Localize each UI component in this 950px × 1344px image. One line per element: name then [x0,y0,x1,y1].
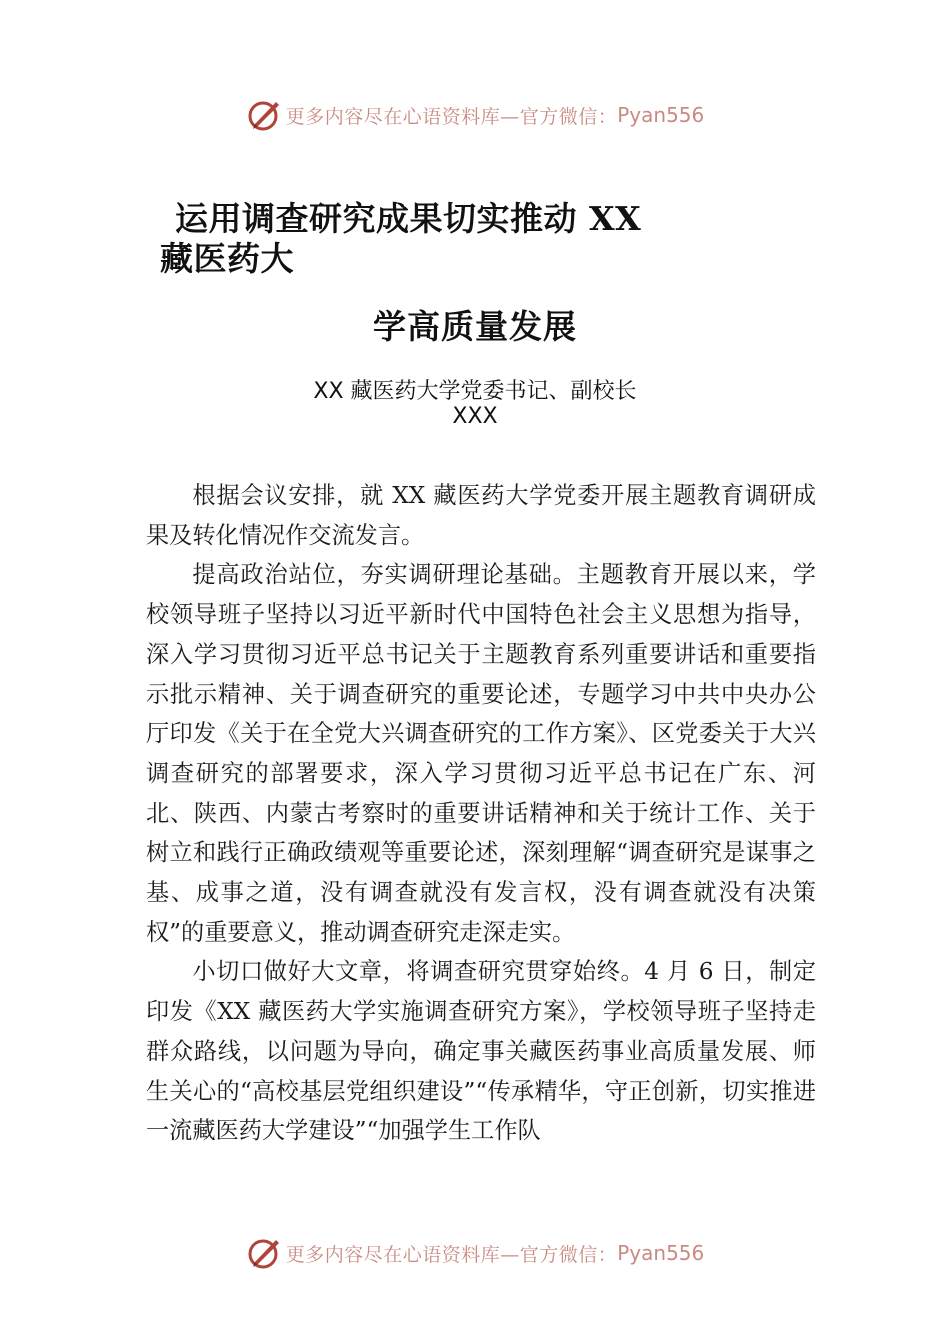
paragraph: 小切口做好大文章，将调查研究贯穿始终。4 月 6 日，制定印发《XX 藏医药大学实施调查研究方案》，学校领导班子坚持走群众路线，以问题为导向，确定事关藏医药事业高质量发展、师生关心的“高校基层党组织建设”“传承精华，守正创新，切实推进一流藏医药大学建设”“加强学生工作队 [146,958,816,1145]
quill-logo-icon [246,97,282,133]
paragraph: 根据会议安排，就 XX 藏医药大学党委开展主题教育调研成果及转化情况作交流发言。 [146,482,816,549]
banner-wechat-id: Pyan556 [617,103,705,127]
header-banner [0,95,950,135]
footer-banner [0,1233,950,1273]
document-body [146,476,816,1151]
quill-logo-icon [246,1235,282,1271]
title-line-3: 学高质量发展 [373,307,577,346]
banner-text: 更多内容尽在心语资料库—官方微信： [285,1243,618,1266]
title-line-2: 藏医药大 [160,239,294,278]
banner-wechat-id: Pyan556 [617,1241,705,1265]
title-line-1: 运用调查研究成果切实推动 XX [175,199,642,238]
author-position: XX 藏医药大学党委书记、副校长 [313,379,637,404]
paragraph: 提高政治站位，夯实调研理论基础。主题教育开展以来，学校领导班子坚持以习近平新时代中国特色社会主义思想为指导，深入学习贯彻习近平总书记关于主题教育系列重要讲话和重要指示批示精神、关于调查研究的重要论述，专题学习中共中央办公厅印发《关于在全党大兴调查研究的工作方案》、区党委关于大兴调查研究的部署要求，深入学习贯彻习近平总书记在广东、河北、陕西、内蒙古考察时的重要讲话精神和关于统计工作、关于树立和践行正确政绩观等重要论述，深刻理解“调查研究是谋事之基、成事之道，没有调查就没有发言权，没有调查就没有决策权”的重要意义，推动调查研究走深走实。 [146,561,816,946]
banner-text: 更多内容尽在心语资料库—官方微信： [285,105,618,128]
author-name: XXX [452,404,498,429]
